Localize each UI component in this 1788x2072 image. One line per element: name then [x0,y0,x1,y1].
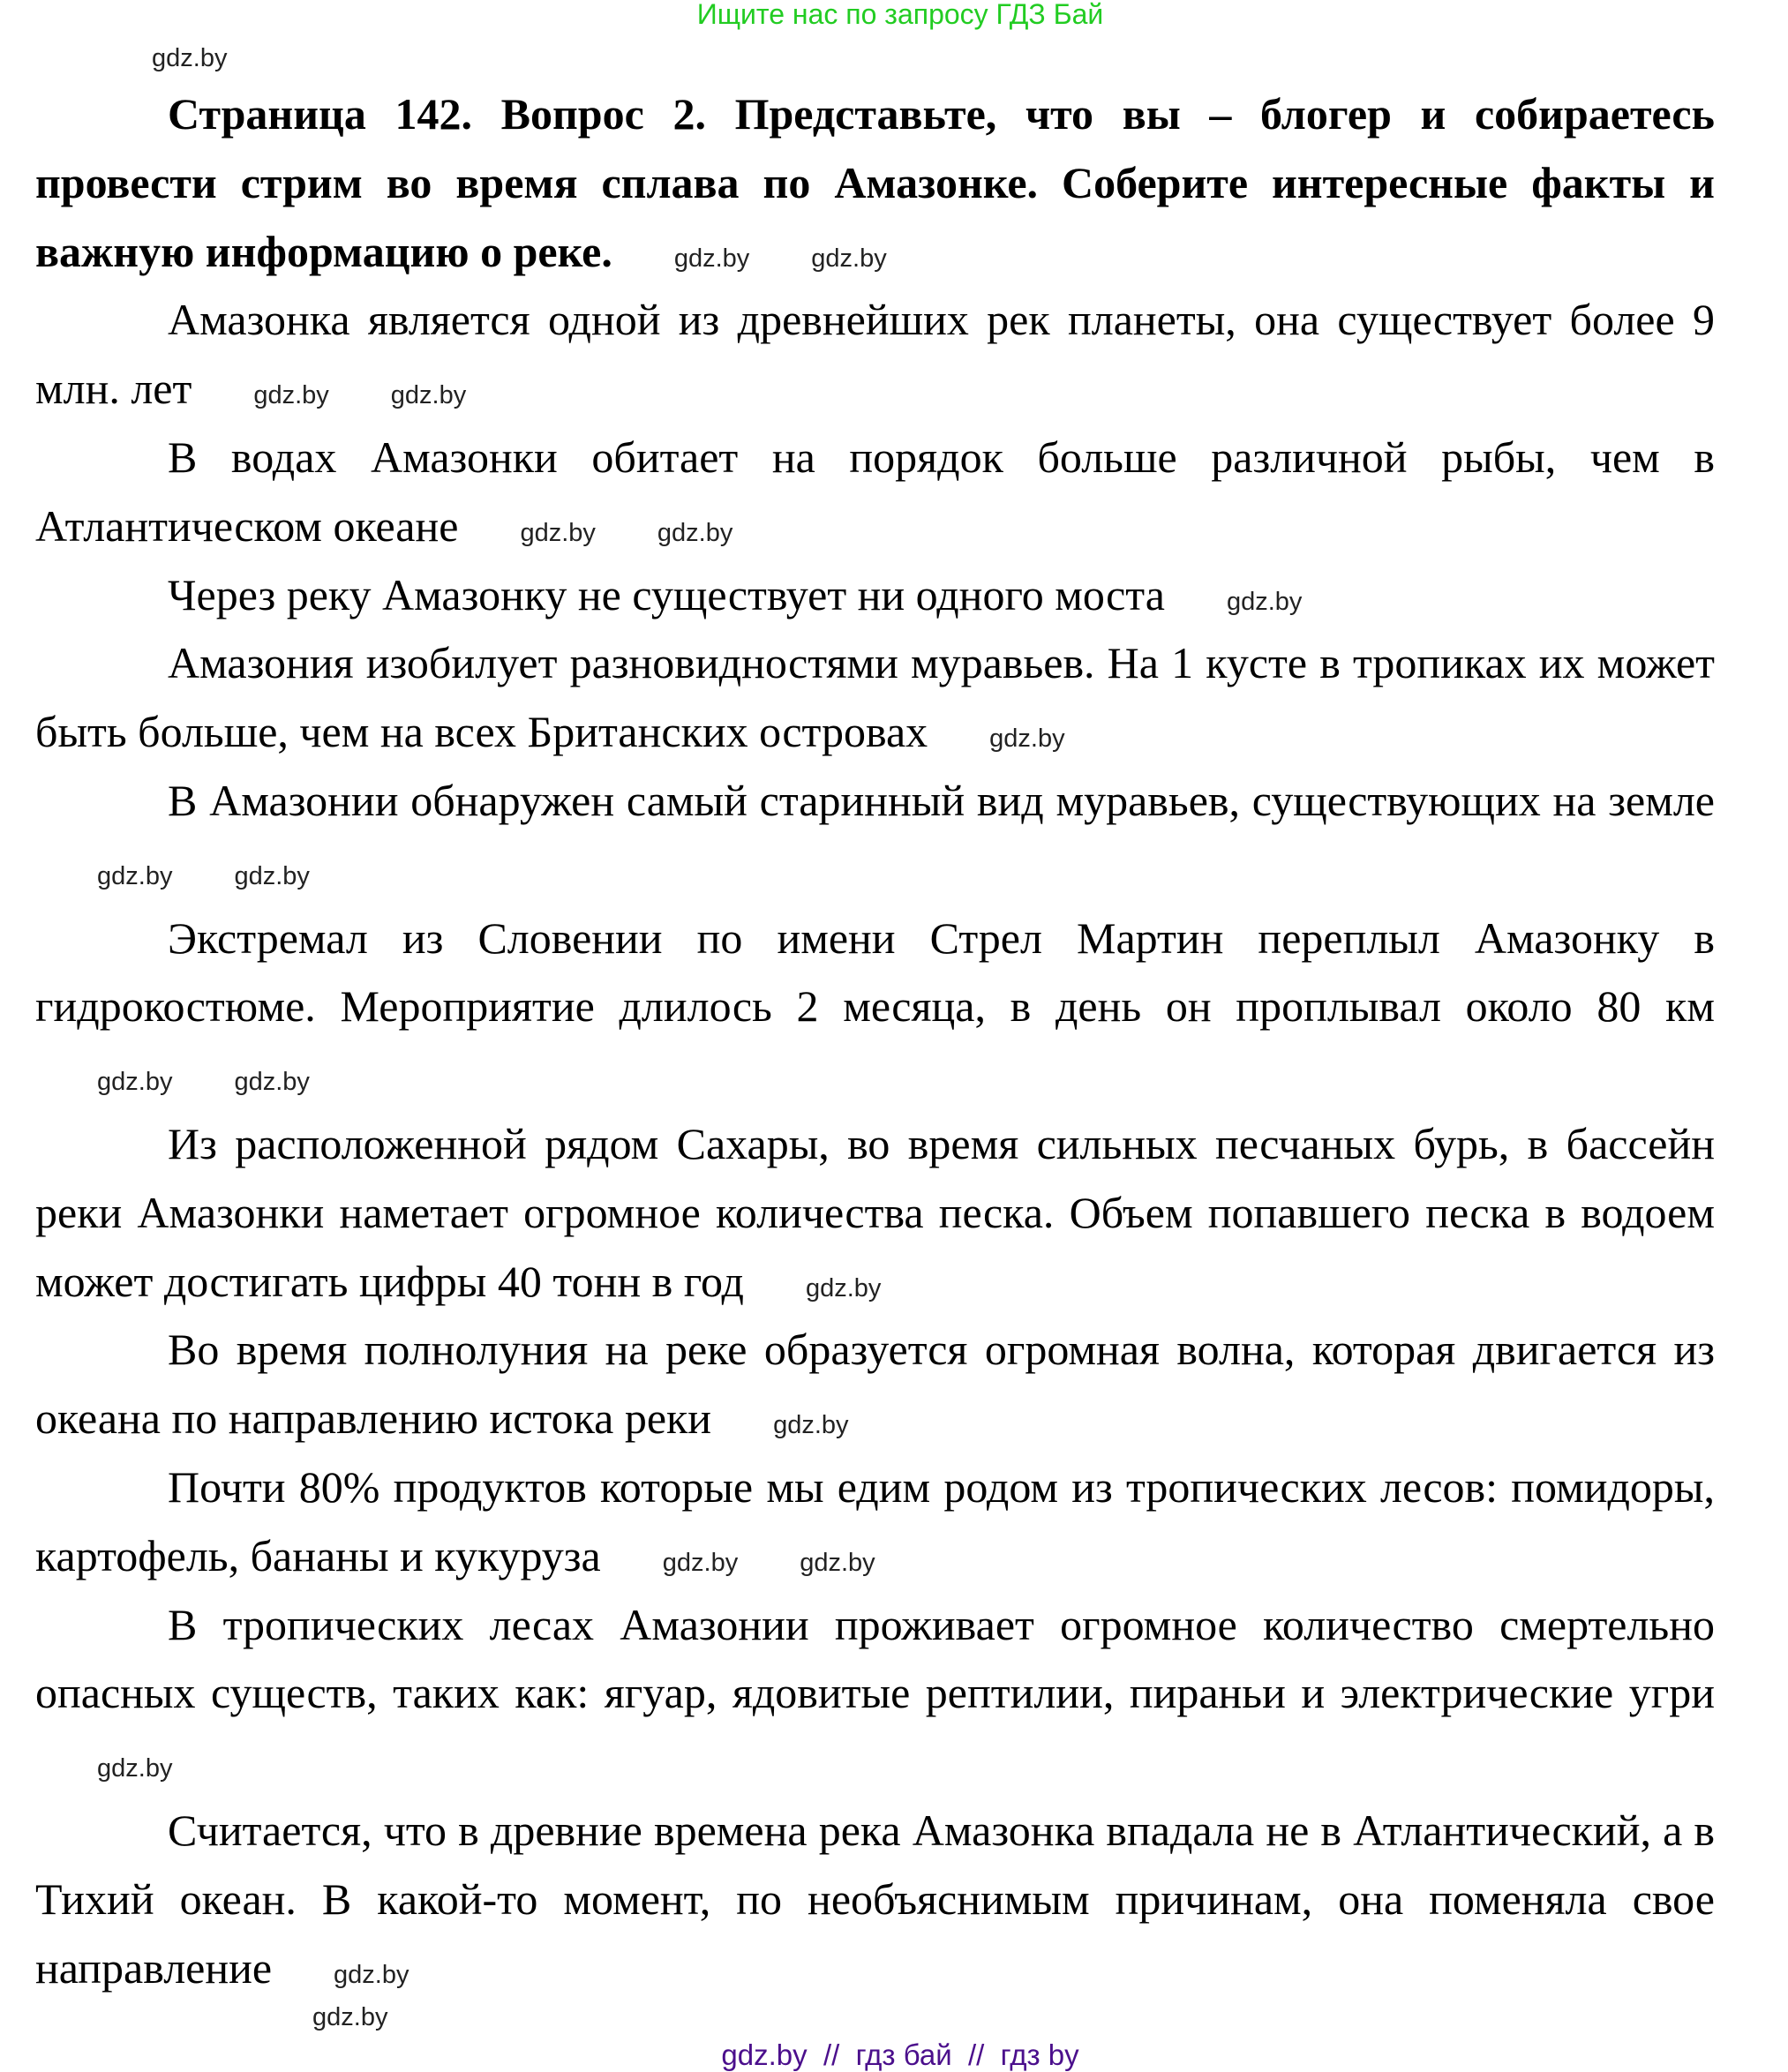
watermark-group [928,707,1064,756]
paragraph-text: В водах Амазонки обитает на порядок больше различной рыбы, чем в Атлантическом океане [35,432,1715,551]
search-banner: Ищите нас по запросу ГДЗ Бай [696,0,1104,30]
paragraph [35,629,1715,767]
paragraph [35,767,1715,905]
watermark: gdz.by [673,244,750,273]
watermark-group [272,1943,409,1993]
paragraph-text: Экстремал из Словении по имени Стрел Мартин переплыл Амазонку в гидрокостюме. Мероприятие длилось 2 месяца, в день он проплывал около 80 км [35,912,1715,1032]
paragraph-text: Во время полнолуния на реке образуется огромная волна, которая двигается из океана по направлению истока реки [35,1325,1715,1444]
paragraph-text: В Амазонии обнаружен самый старинный вид муравьев, существующих на земле [168,775,1715,825]
paragraph-text: В тропических лесах Амазонии проживает огромное количество смертельно опасных существ, таких как: ягуар, ядовитые рептилии, пираньи и электрические угри [35,1599,1715,1718]
watermark: gdz.by [97,1068,173,1097]
watermark: gdz.by [334,1960,409,1989]
watermark: gdz.by [97,861,173,890]
watermark: gdz.by [657,518,733,547]
watermark: gdz.by [390,381,467,410]
question-heading [35,80,1715,286]
watermark: gdz.by [1226,587,1303,616]
watermark-group [35,845,310,894]
footer-links: gdz.by // гдз бай // гдз by [721,2038,1079,2071]
watermark: gdz.by [312,2003,388,2031]
paragraph [35,424,1715,561]
paragraph-text: Амазония изобилует разновидностями муравьев. На 1 кусте в тропиках их может быть больше, чем на всех Британских островах [35,638,1715,757]
watermark: gdz.by [811,244,887,273]
paragraph [35,1316,1715,1453]
watermark-group [1165,570,1302,619]
watermark-group [744,1257,881,1306]
watermark: gdz.by [97,1754,173,1783]
watermark: gdz.by [520,518,596,547]
paragraph [35,286,1715,424]
watermark: gdz.by [253,381,329,410]
paragraph [35,905,1715,1110]
watermark: gdz.by [989,724,1065,754]
paragraph [35,1453,1715,1591]
watermark: gdz.by [152,44,228,72]
watermark-group [711,1393,848,1443]
watermark-group [458,501,732,551]
paragraph-text: Через реку Амазонку не существует ни одного моста [168,569,1165,619]
paragraph [35,561,1715,630]
watermark-group [601,1531,875,1580]
watermark: gdz.by [800,1548,875,1577]
watermark: gdz.by [773,1411,849,1440]
watermark: gdz.by [234,1068,310,1097]
watermark: gdz.by [234,861,310,890]
watermark-group [35,1050,310,1100]
watermark-group [35,1737,172,1786]
watermark: gdz.by [805,1273,882,1303]
watermark-group [612,227,887,276]
paragraph [35,1110,1715,1316]
question-text: Страница 142. Вопрос 2. Представьте, что вы – блогер и собираетесь провести стрим во время сплава по Амазонке. Соберите интересные факты и важную информацию о реке. [35,89,1715,276]
paragraph [35,1591,1715,1797]
watermark: gdz.by [662,1548,739,1577]
watermark-group [192,364,466,413]
paragraph-text: Считается, что в древние времена река Амазонка впадала не в Атлантический, а в Тихий океан. В какой-то момент, по необъяснимым причинам, она поменяла свое направление [35,1805,1715,1993]
paragraph-text: Из расположенной рядом Сахары, во время сильных песчаных бурь, в бассейн реки Амазонки наметает огромное количества песка. Объем попавшего песка в водоем может достигать цифры 40 тонн в год [35,1118,1715,1306]
paragraph-text: Амазонка является одной из древнейших рек планеты, она существует более 9 млн. лет [35,295,1715,414]
document-body [35,80,1715,2002]
paragraph [35,1797,1715,2002]
paragraph-text: Почти 80% продуктов которые мы едим родом из тропических лесов: помидоры, картофель, бананы и кукуруза [35,1461,1715,1580]
